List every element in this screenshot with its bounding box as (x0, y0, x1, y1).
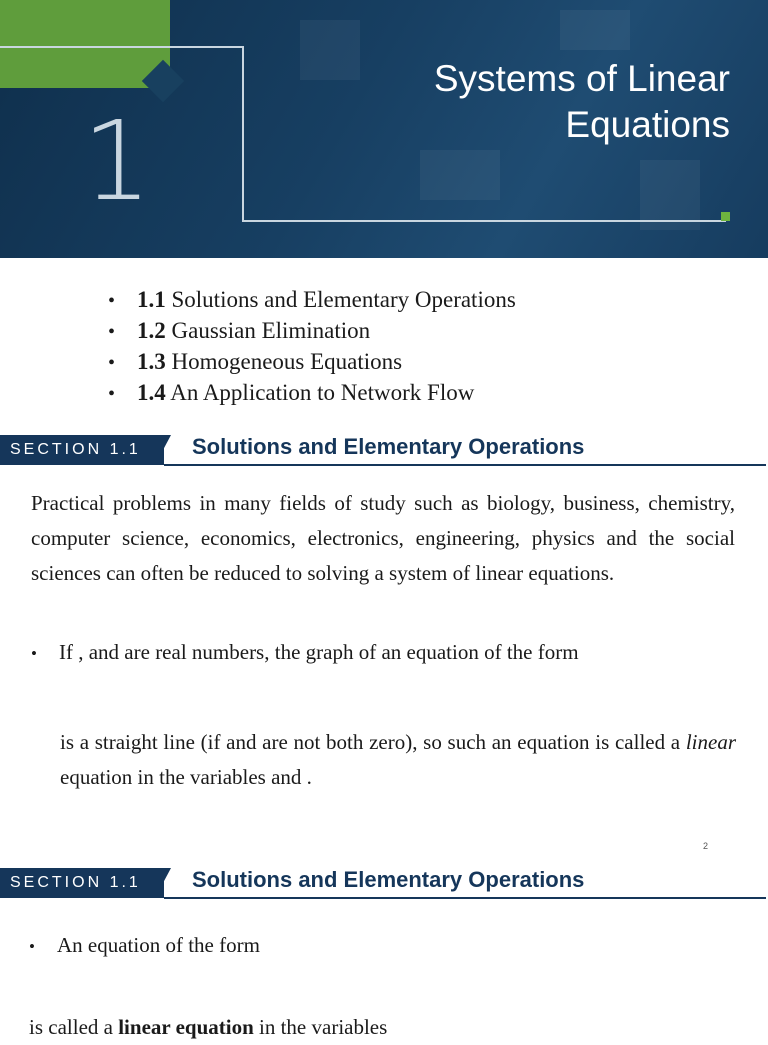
toc-text: Homogeneous Equations (171, 349, 403, 374)
page-number: 2 (703, 841, 709, 851)
section-tab-corner (155, 435, 171, 465)
chapter-title-line1: Systems of Linear (433, 58, 730, 99)
cut-bold-text: linear equation (118, 1015, 254, 1039)
banner-texture (420, 150, 500, 200)
bullet-text: An equation of the form (57, 933, 260, 957)
toc-number: 1.2 (137, 318, 166, 343)
green-accent-bar (0, 0, 170, 88)
frame-line-bottom (242, 220, 726, 222)
cut-text: is called a (29, 1015, 119, 1039)
chapter-title-line2: Equations (565, 104, 730, 145)
section-tab-corner (155, 868, 171, 898)
cut-off-line (29, 1010, 387, 1045)
bullet-text: If , and are real numbers, the graph of an equation of the form (59, 640, 579, 664)
section-tab: SECTION 1.1 (0, 868, 164, 898)
continuation-paragraph (60, 725, 736, 795)
emphasis-linear: linear (685, 730, 736, 754)
toc-text: Gaussian Elimination (171, 318, 371, 343)
section-tab: SECTION 1.1 (0, 435, 164, 465)
section-rule (164, 464, 766, 466)
chapter-banner (0, 0, 768, 258)
bullet-item: • An equation of the form (29, 933, 260, 957)
section-rule (164, 897, 766, 899)
intro-paragraph: Practical problems in many fields of study such as biology, business, chemistry, computer science, economics, electronics, engineering, physics and the social sciences can often be reduced to solving a system of linear equations. (31, 491, 735, 585)
toc-item: • 1.3 Homogeneous Equations (108, 349, 403, 374)
toc-number: 1.3 (137, 349, 166, 374)
chapter-number: 1 (82, 97, 150, 225)
section-header (0, 435, 766, 465)
cut-text: in the variables (253, 1015, 388, 1039)
toc-number: 1.1 (137, 287, 166, 312)
continuation-text: is a straight line (if and are not both zero), so such an equation is called a (60, 730, 686, 754)
section-title: Solutions and Elementary Operations (192, 867, 585, 892)
frame-line-top (0, 46, 244, 48)
green-square-marker (721, 212, 730, 221)
section-list (108, 284, 516, 408)
section-title: Solutions and Elementary Operations (192, 434, 585, 459)
toc-number: 1.4 (137, 380, 166, 405)
chapter-title (310, 56, 730, 148)
toc-item: • 1.1 Solutions and Elementary Operations (108, 287, 516, 312)
toc-item: • 1.4 An Application to Network Flow (108, 380, 475, 405)
toc-text: An Application to Network Flow (170, 380, 475, 405)
frame-line-left (242, 46, 244, 222)
continuation-text: equation in the variables and . (60, 765, 312, 789)
toc-item: • 1.2 Gaussian Elimination (108, 318, 371, 343)
bullet-item: • If , and are real numbers, the graph of an equation of the form (31, 640, 579, 664)
toc-text: Solutions and Elementary Operations (171, 287, 516, 312)
section-header (0, 868, 766, 898)
banner-texture (560, 10, 630, 50)
